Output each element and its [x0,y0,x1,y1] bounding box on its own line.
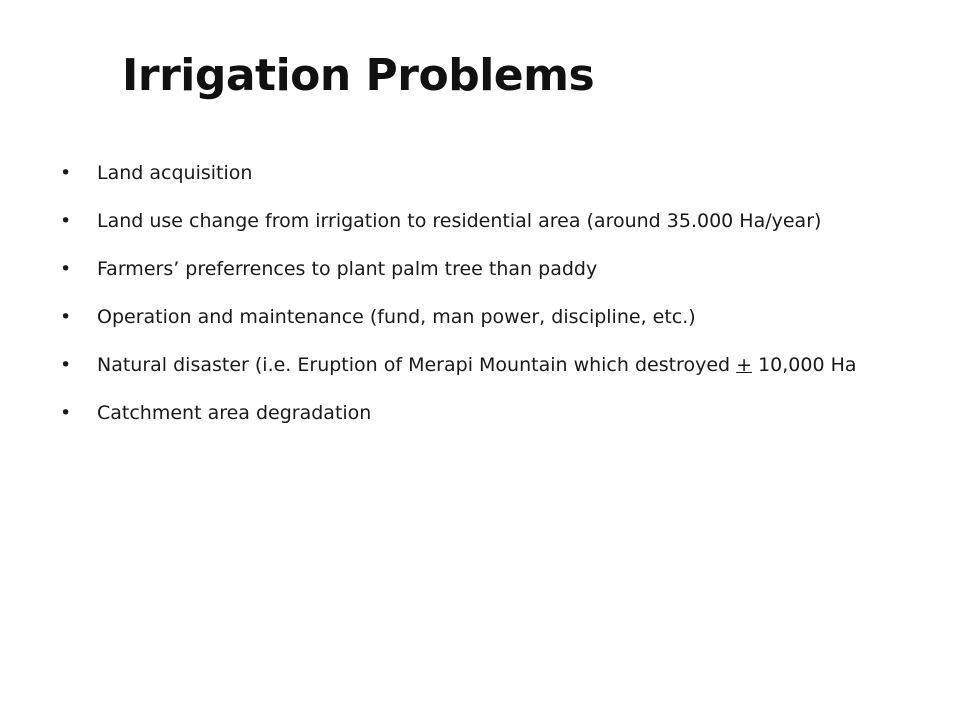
bullet-text-disaster [97,352,900,379]
bullet-text: Catchment area degradation [97,402,372,424]
bullet-text-disaster-before: Natural disaster (i.e. Eruption of Merapi Mountain which destroyed [97,354,737,376]
bullet-icon: • [60,210,72,232]
bullet-icon: • [60,306,72,328]
slide-title: Irrigation Problems [122,50,595,101]
bullet-item [60,160,900,187]
bullet-icon: • [60,402,72,424]
bullet-icon: • [60,354,72,376]
bullet-item [60,304,900,331]
bullet-list [60,160,900,448]
plus-minus-symbol: + [736,354,753,376]
bullet-item [60,400,900,427]
bullet-text: Operation and maintenance (fund, man power, discipline, etc.) [97,306,696,328]
bullet-item [60,256,900,283]
bullet-icon: • [60,258,72,280]
bullet-text-disaster-after: 10,000 Ha [752,354,857,376]
bullet-icon: • [60,162,72,184]
bullet-item [60,352,900,379]
bullet-item [60,208,900,235]
bullet-text: Farmers’ preferrences to plant palm tree than paddy [97,258,598,280]
bullet-text: Land use change from irrigation to residential area (around 35.000 Ha/year) [97,210,822,232]
bullet-text: Land acquisition [97,162,253,184]
